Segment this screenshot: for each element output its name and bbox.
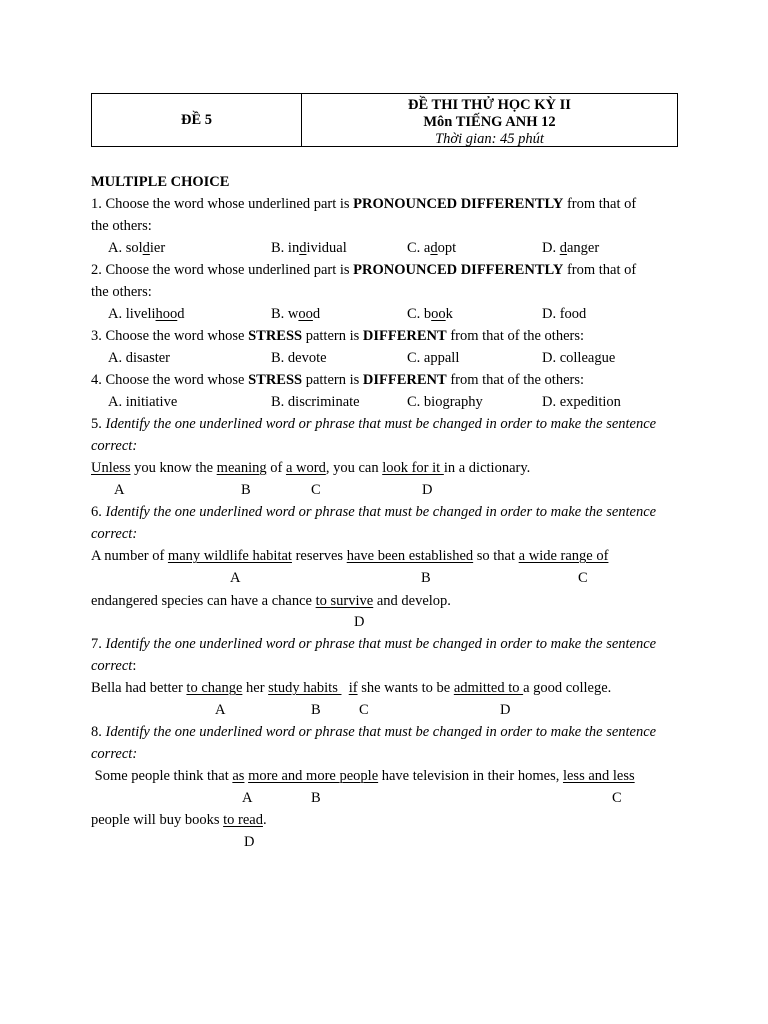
exam-code: ĐỀ 5 [180,111,213,128]
question-6-instruction-line2: correct: [91,526,138,542]
question-8-instruction-line2: correct: [91,746,138,762]
q8-letter-a: A [242,790,253,806]
q5-letter-d: D [422,482,433,498]
q1-option-c: C. adopt [407,240,457,256]
q8-letter-c: C [612,790,622,806]
q4-option-d: D. expedition [542,394,621,410]
q1-prompt-text: 1. Choose the word whose underlined part is [91,196,354,212]
q7-letter-d: D [500,702,511,718]
q1-option-b: B. individual [271,240,347,256]
q8-letter-b: B [311,790,321,806]
q2-option-c: C. book [407,306,453,322]
q3-option-d: D. colleague [542,350,616,366]
q1-option-a: A. soldier [108,240,166,256]
q4-option-a: A. initiative [108,394,178,410]
q3-option-b: B. devote [271,350,327,366]
question-8-sentence-line2: people will buy books to read. [91,812,267,828]
question-6-sentence-line2: endangered species can have a chance to survive and develop. [91,593,451,609]
q6-letter-a: A [230,570,241,586]
question-5-instruction: 5. Identify the one underlined word or phrase that must be changed in order to make the sentence [91,416,657,432]
q4-option-b: B. discriminate [271,394,360,410]
question-5-instruction-line2: correct: [91,438,138,454]
question-8-instruction: 8. Identify the one underlined word or phrase that must be changed in order to make the sentence [91,724,657,740]
q8-letter-d: D [244,834,255,850]
q6-letter-c: C [578,570,588,586]
q7-letter-c: C [359,702,369,718]
question-8-sentence: Some people think that as more and more people have television in their homes, less and less [91,768,635,784]
question-6-sentence: A number of many wildlife habitat reserves have been established so that a wide range of [91,548,609,564]
exam-header-info [302,94,677,146]
question-2-prompt-line2: the others: [91,284,152,300]
q6-letter-b: B [421,570,431,586]
q7-letter-b: B [311,702,321,718]
q1-prompt-tail: from that of [563,196,637,212]
exam-time: Thời gian: 45 phút [435,131,544,147]
section-title: MULTIPLE CHOICE [91,174,230,190]
question-7-instruction-line2: correct: [91,658,137,674]
exam-header-table [91,93,678,147]
exam-title: ĐỀ THI THỬ HỌC KỲ II [408,97,571,113]
q5-letter-c: C [311,482,321,498]
question-1-prompt [91,197,636,212]
q5-letter-a: A [114,482,125,498]
q1-prompt-bold: PRONOUNCED DIFFERENTLY [353,196,564,212]
q3-option-a: A. disaster [108,350,171,366]
question-2-prompt: 2. Choose the word whose underlined part is PRONOUNCED DIFFERENTLY from that of [91,262,637,278]
question-7-instruction: 7. Identify the one underlined word or phrase that must be changed in order to make the sentence [91,636,657,652]
q6-letter-d: D [354,614,365,630]
question-3-prompt: 3. Choose the word whose STRESS pattern is DIFFERENT from that of the others: [91,328,585,344]
exam-subject: Môn TIẾNG ANH 12 [423,114,556,130]
q5-letter-b: B [241,482,251,498]
question-1-prompt-line2: the others: [91,218,152,234]
question-7-sentence: Bella had better to change her study habits if she wants to be admitted to a good college. [91,680,612,696]
q4-option-c: C. biography [407,394,483,410]
q7-letter-a: A [215,702,226,718]
q3-option-c: C. appall [407,350,460,366]
question-6-instruction: 6. Identify the one underlined word or phrase that must be changed in order to make the sentence [91,504,657,520]
question-4-prompt: 4. Choose the word whose STRESS pattern is DIFFERENT from that of the others: [91,372,585,388]
q2-option-d: D. food [542,306,587,322]
question-5-sentence: Unless you know the meaning of a word, you can look for it in a dictionary. [91,460,531,476]
q1-option-d: D. danger [542,240,600,256]
q2-option-a: A. livelihood [108,306,185,322]
q2-option-b: B. wood [271,306,321,322]
